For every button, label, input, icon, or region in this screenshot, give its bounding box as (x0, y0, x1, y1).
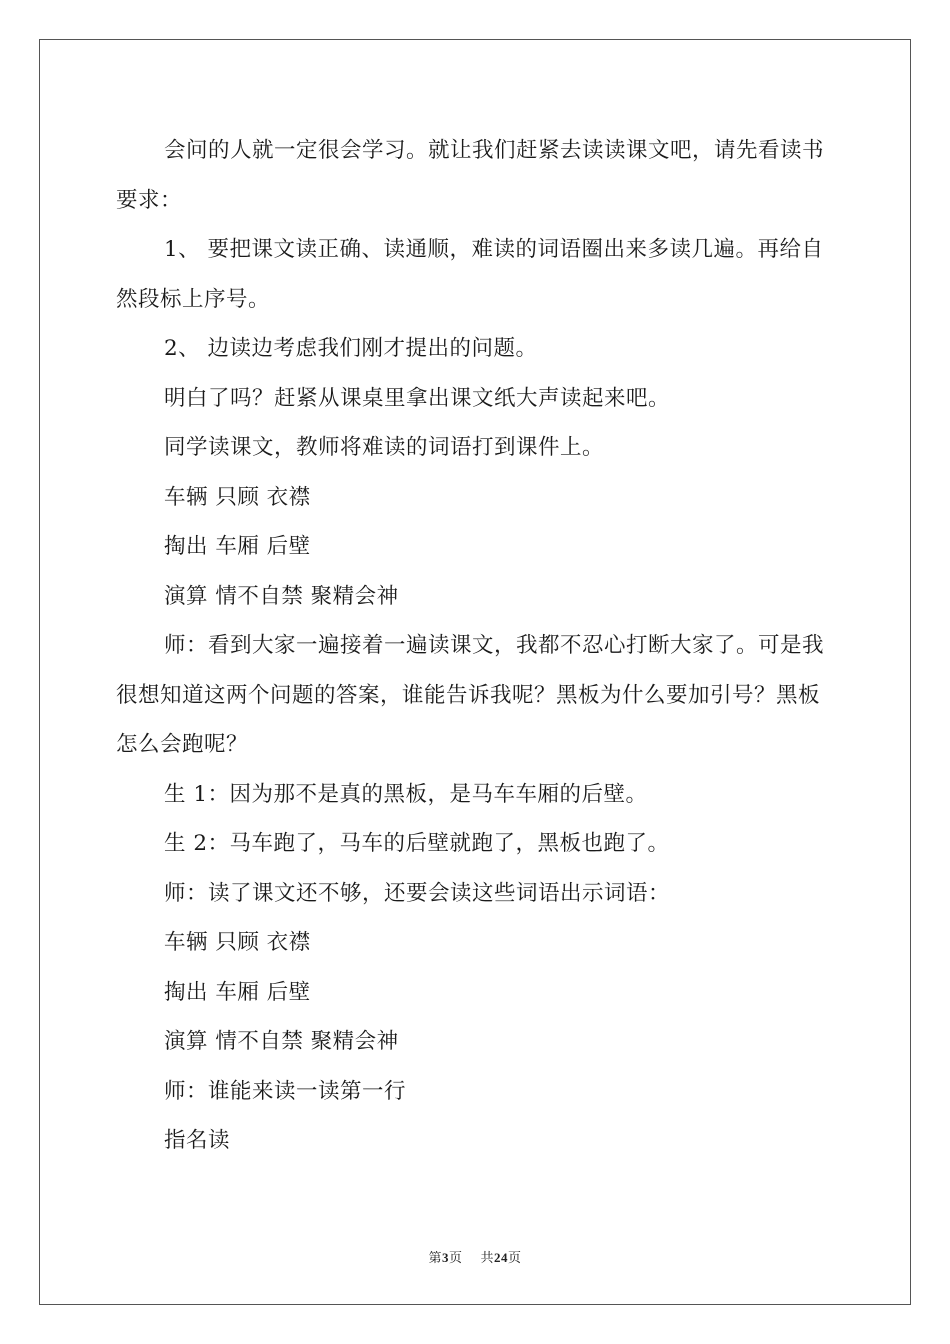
word-list-line: 掏出 车厢 后壁 (164, 534, 311, 559)
paragraph: 同学读课文，教师将难读的词语打到课件上。 (164, 435, 605, 460)
paragraph: 师：谁能来读一读第一行 (164, 1078, 407, 1104)
total-pages: 24 (494, 1250, 509, 1265)
total-prefix: 共 (480, 1250, 495, 1265)
paragraph: 生 1：因为那不是真的黑板，是马车车厢的后壁。 (164, 781, 648, 807)
page-footer (0, 1247, 950, 1266)
paragraph: 师：读了课文还不够，还要会读这些词语出示词语： (164, 880, 671, 906)
word-list-line: 车辆 只顾 衣襟 (164, 930, 311, 955)
total-suffix: 页 (508, 1250, 522, 1265)
paragraph: 明白了吗？赶紧从课桌里拿出课文纸大声读起来吧。 (164, 385, 671, 411)
word-list-line: 演算 情不自禁 聚精会神 (164, 1029, 399, 1054)
page-prefix: 第 (428, 1250, 442, 1265)
page-number: 3 (441, 1250, 449, 1265)
word-list-line: 车辆 只顾 衣襟 (164, 484, 311, 510)
word-list-line: 掏出 车厢 后壁 (164, 979, 311, 1005)
document-body (116, 126, 834, 1166)
word-list-line: 演算 情不自禁 聚精会神 (164, 583, 399, 609)
page-suffix: 页 (448, 1250, 463, 1265)
paragraph: 1、 要把课文读正确、读通顺，难读的词语圈出来多读几遍。再给自然段标上序号。 (116, 237, 824, 312)
paragraph: 师：看到大家一遍接着一遍读课文，我都不忍心打断大家了。可是我很想知道这两个问题的答案，谁能告诉我呢？黑板为什么要加引号？黑板怎么会跑呢？ (116, 633, 825, 757)
paragraph: 生 2：马车跑了，马车的后壁就跑了，黑板也跑了。 (164, 831, 670, 856)
paragraph: 2、 边读边考虑我们刚才提出的问题。 (164, 336, 538, 361)
paragraph: 会问的人就一定很会学习。就让我们赶紧去读读课文吧，请先看读书要求： (116, 138, 825, 213)
paragraph: 指名读 (164, 1128, 231, 1153)
